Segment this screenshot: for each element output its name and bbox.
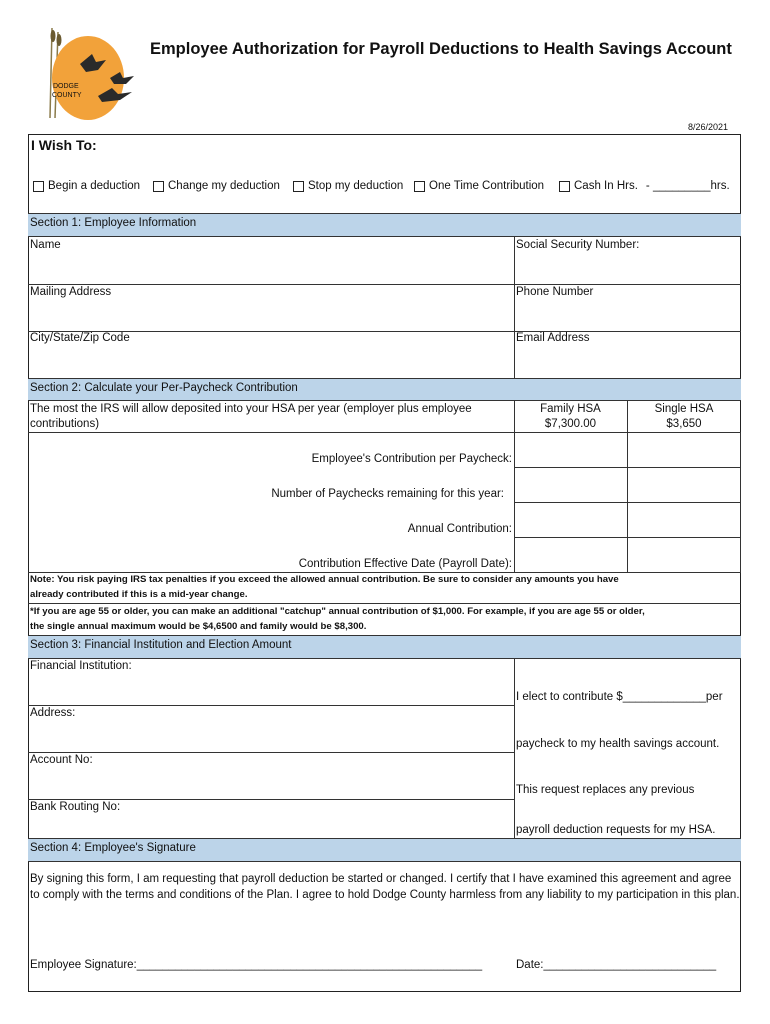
email-field[interactable]: Email Address	[516, 332, 590, 344]
checkbox-label: One Time Contribution	[429, 180, 545, 192]
elect-line1[interactable]: I elect to contribute $_____________per	[516, 691, 723, 703]
annual-contribution-label: Annual Contribution:	[407, 523, 512, 535]
catchup-note-line1: *If you are age 55 or older, you can make an additional "catchup" annual contribution of $1,000. For example, if you are age 55 or older,	[30, 606, 645, 617]
name-field[interactable]: Name	[30, 239, 61, 251]
signature-date-field[interactable]: Date:___________________________	[516, 959, 717, 971]
checkbox-change[interactable]	[153, 180, 280, 192]
single-paychecks-cell[interactable]	[627, 467, 741, 503]
account-number-field[interactable]: Account No:	[30, 754, 93, 766]
checkbox-cash-in[interactable]	[559, 180, 730, 192]
checkbox-label: Begin a deduction	[48, 180, 141, 192]
family-hsa-value: $7,300.00	[544, 418, 597, 430]
section1-header: Section 1: Employee Information	[28, 213, 741, 237]
form-date: 8/26/2021	[688, 122, 729, 132]
checkbox-box[interactable]	[293, 181, 304, 192]
checkbox-box[interactable]	[414, 181, 425, 192]
hrs-field[interactable]: - _________hrs.	[645, 180, 730, 192]
employee-signature-field[interactable]: Employee Signature:______________________________________________________	[30, 959, 483, 971]
ssn-field[interactable]: Social Security Number:	[516, 239, 640, 251]
elect-line2: paycheck to my health savings account.	[516, 738, 720, 750]
family-paychecks-cell[interactable]	[514, 467, 628, 503]
checkbox-label: Stop my deduction	[308, 180, 404, 192]
certification-line2: to comply with the terms and conditions of the Plan. I agree to hold Dodge County harmless from any liability to my participation in this plan.	[30, 889, 740, 901]
logo-text-dodge: DODGE	[53, 83, 79, 90]
family-hsa-label: Family HSA	[540, 403, 601, 415]
phone-field[interactable]: Phone Number	[516, 286, 594, 298]
checkbox-stop[interactable]	[293, 180, 403, 192]
irs-text-line2: contributions)	[30, 418, 100, 430]
section3-header: Section 3: Financial Institution and Election Amount	[28, 635, 741, 659]
city-state-zip-field[interactable]: City/State/Zip Code	[30, 332, 130, 344]
form-title: Employee Authorization for Payroll Deductions to Health Savings Account	[150, 40, 732, 58]
paychecks-remaining-label: Number of Paychecks remaining for this year:	[271, 488, 504, 500]
checkbox-one-time[interactable]	[414, 180, 544, 192]
catchup-note-line2: the single annual maximum would be $4,6500 and family would be $8,300.	[30, 621, 367, 632]
note-line1: Note: You risk paying IRS tax penalties if you exceed the allowed annual contribution. Be sure to consider any amounts you have	[30, 574, 619, 585]
single-annual-cell[interactable]	[627, 502, 741, 538]
effective-date-label: Contribution Effective Date (Payroll Date):	[298, 558, 512, 570]
checkbox-box[interactable]	[559, 181, 570, 192]
irs-text-line1: The most the IRS will allow deposited into your HSA per year (employer plus employee	[30, 403, 472, 415]
single-date-cell[interactable]	[627, 537, 741, 573]
dodge-county-logo	[40, 26, 145, 126]
elect-line4: payroll deduction requests for my HSA.	[516, 824, 716, 836]
routing-number-field[interactable]: Bank Routing No:	[30, 801, 121, 813]
mailing-address-field[interactable]: Mailing Address	[30, 286, 112, 298]
single-contribution-cell[interactable]	[627, 432, 741, 468]
checkbox-label: Cash In Hrs.	[574, 180, 638, 192]
section2-header: Section 2: Calculate your Per-Paycheck Contribution	[28, 378, 741, 401]
family-annual-cell[interactable]	[514, 502, 628, 538]
checkbox-begin[interactable]	[33, 180, 140, 192]
contribution-per-paycheck-label: Employee's Contribution per Paycheck:	[311, 453, 512, 465]
elect-line3: This request replaces any previous	[516, 784, 695, 796]
checkbox-box[interactable]	[153, 181, 164, 192]
single-hsa-label: Single HSA	[654, 403, 714, 415]
single-hsa-value: $3,650	[666, 418, 702, 430]
section4-header: Section 4: Employee's Signature	[28, 838, 741, 862]
family-date-cell[interactable]	[514, 537, 628, 573]
bank-address-field[interactable]: Address:	[30, 707, 76, 719]
wish-heading: I Wish To:	[31, 137, 97, 153]
financial-institution-field[interactable]: Financial Institution:	[30, 660, 132, 672]
checkbox-label: Change my deduction	[168, 180, 280, 192]
note-line2: already contributed if this is a mid-year change.	[30, 589, 248, 600]
checkbox-box[interactable]	[33, 181, 44, 192]
logo-text-county: COUNTY	[52, 92, 82, 99]
family-contribution-cell[interactable]	[514, 432, 628, 468]
certification-line1: By signing this form, I am requesting that payroll deduction be started or changed. I certify that I have examined this agreement and agree	[30, 873, 732, 885]
